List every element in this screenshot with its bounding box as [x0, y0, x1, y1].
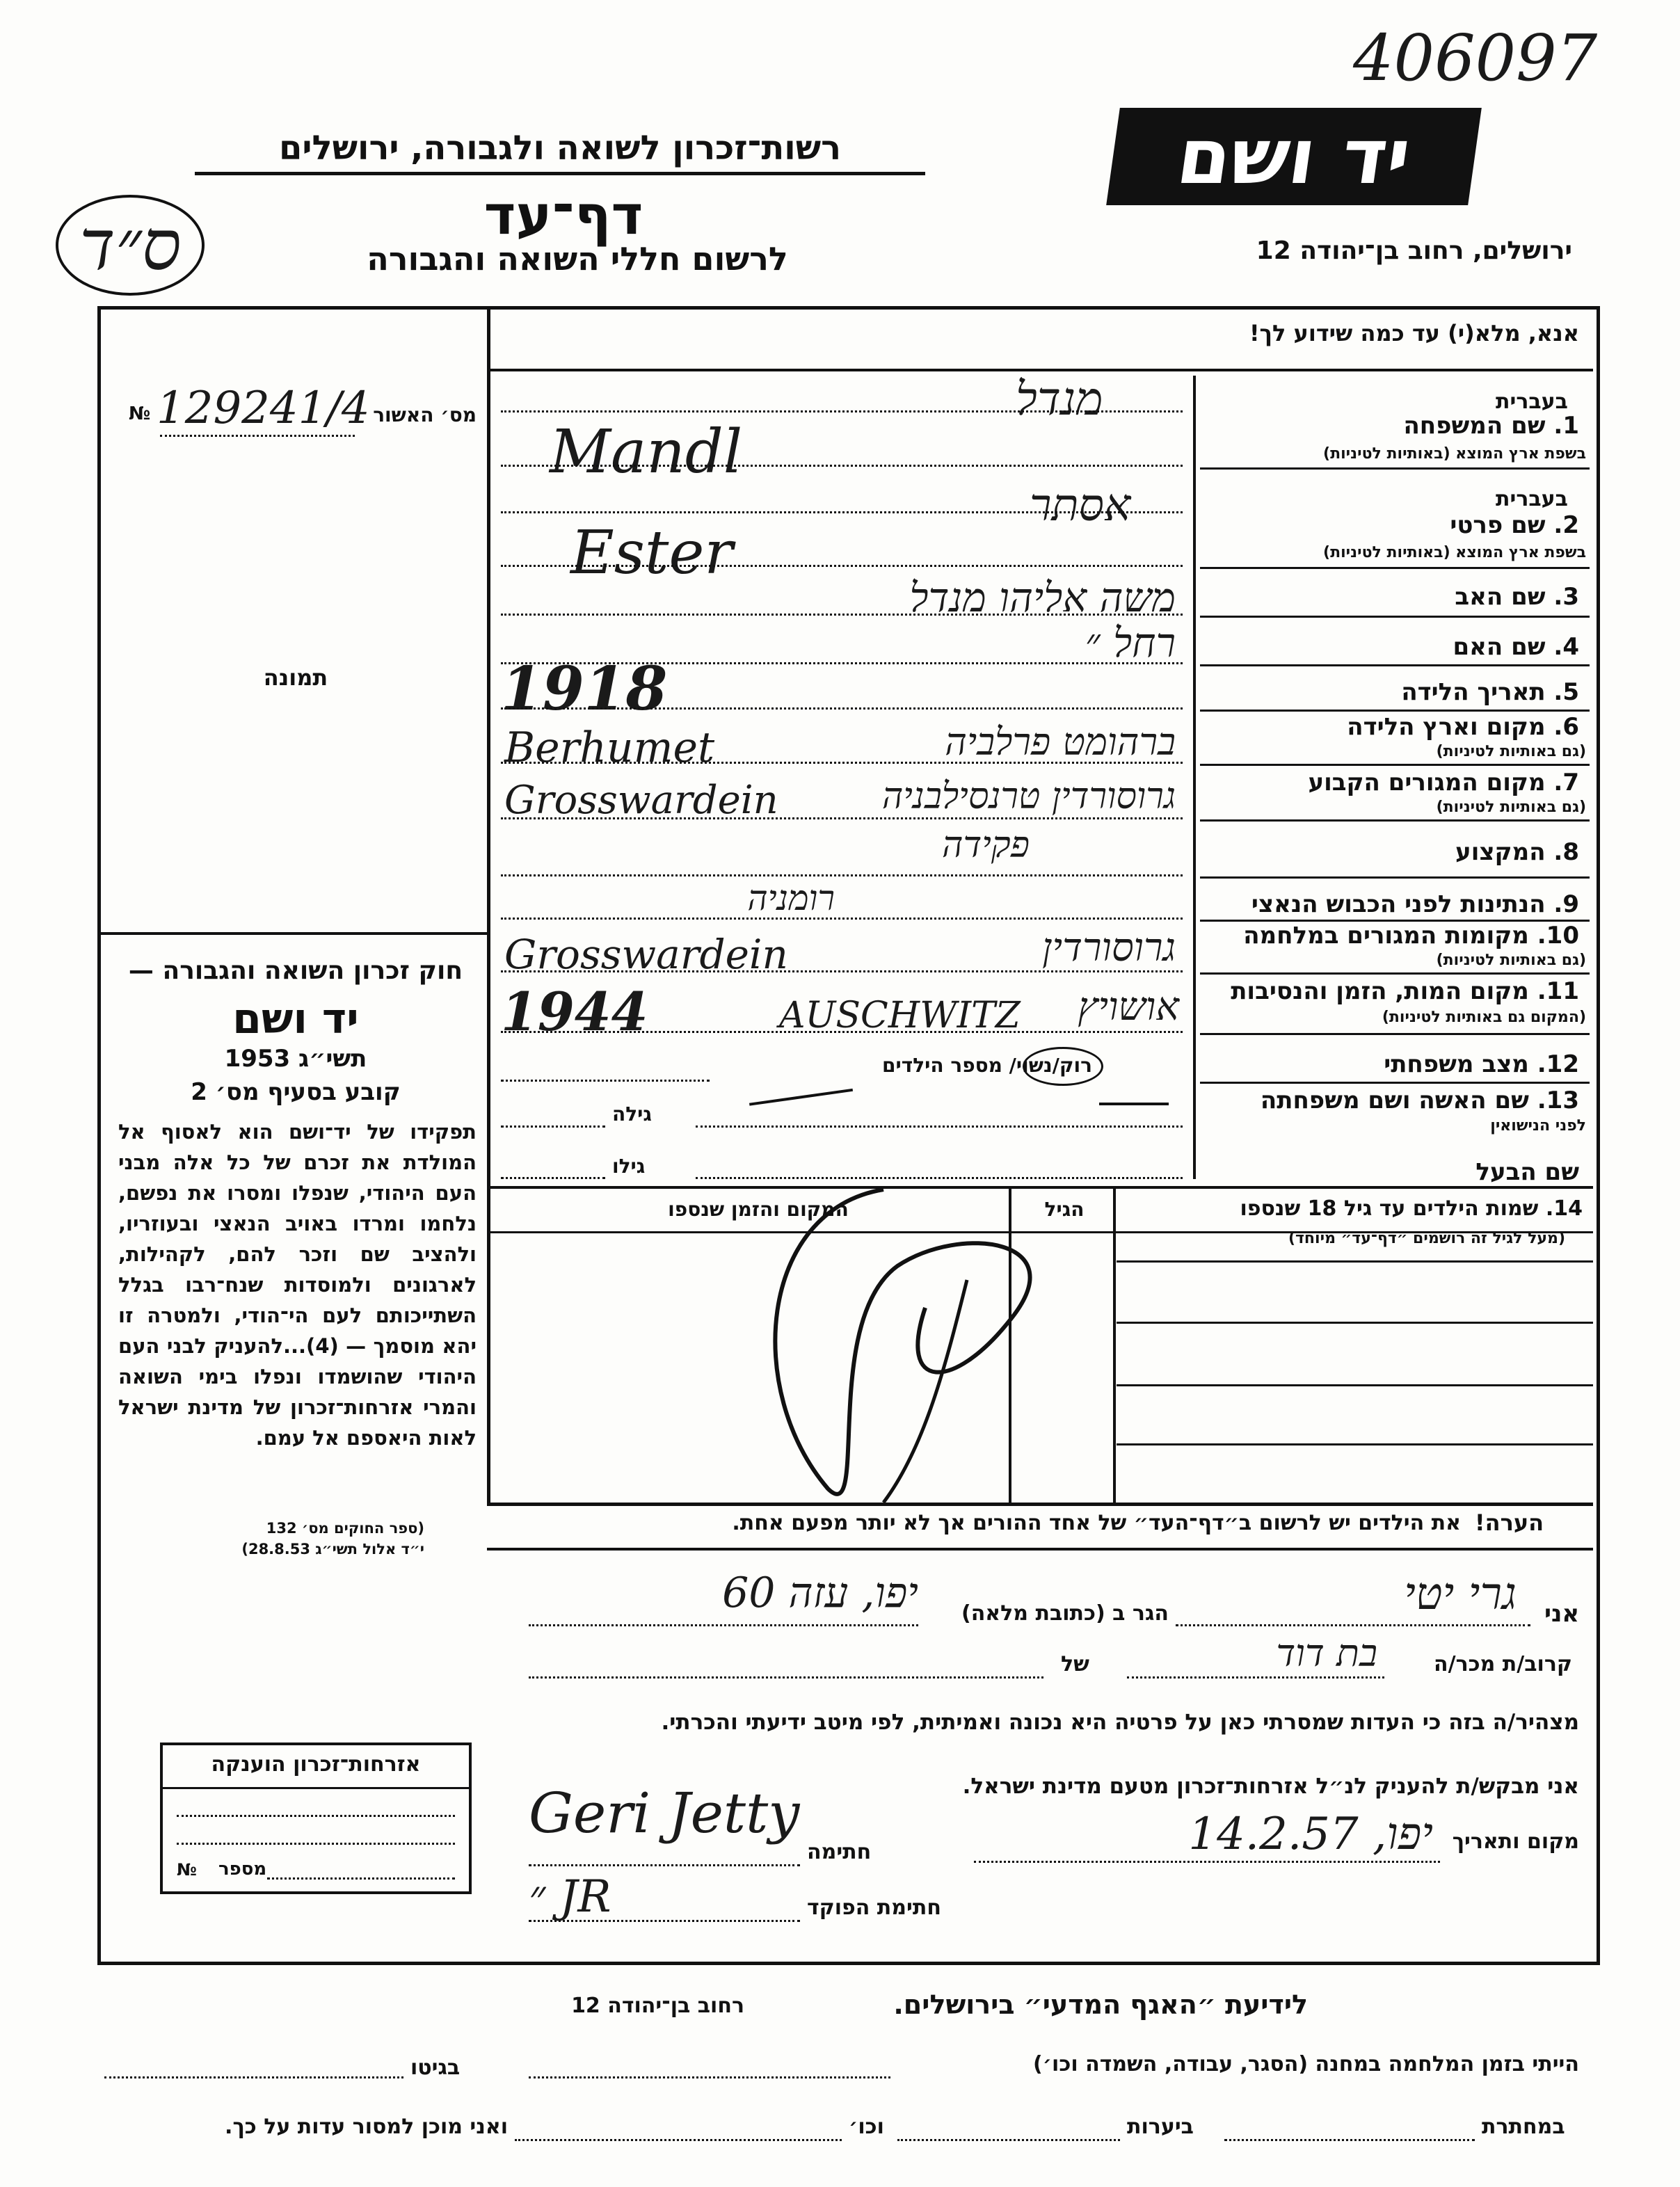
certificate-no: № — [177, 1860, 197, 1880]
law-ref-1: (ספר החוקים מס׳ 132 — [266, 1520, 424, 1537]
field-11-latin-value: AUSCHWITZ — [779, 995, 1021, 1036]
field-13-sub: לפני הנישואין — [1490, 1117, 1586, 1135]
certificate-number-label: מספר — [218, 1859, 267, 1880]
field-7-label — [1203, 769, 1579, 796]
declaration-i: אני — [1544, 1600, 1580, 1628]
lang-hebrew-2: בעברית — [1496, 487, 1568, 511]
declaration-request: אני מבקש/ת להעניק לנ״ל אזרחות־זכרון מטעם מדינת ישראל. — [962, 1774, 1579, 1799]
field-2-sub: בשפת ארץ המוצא (באותיות לטיניות) — [1323, 544, 1586, 561]
instruction-text: אנא, מלא(י) עד כמה שידוע לך! — [1249, 320, 1579, 346]
declaration-name-value: גרי יטי — [1404, 1569, 1517, 1620]
officer-label: חתימת הפוקד — [807, 1896, 941, 1920]
archive-number: 406097 — [1353, 21, 1598, 95]
field-7-value: גרוסורדין טרנסילבניה — [881, 776, 1176, 817]
field-9-name: הנתינות לפני הכבוש הנאצי — [1251, 890, 1546, 918]
field-8-label — [1203, 838, 1579, 866]
field-8-num: 8. — [1553, 838, 1579, 866]
field-11-sub: (המקום גם באותיות לטיניות) — [1382, 1009, 1586, 1026]
place-date-value: יפו, 14.2.57 — [1188, 1809, 1433, 1860]
field-6-num: 6. — [1553, 713, 1579, 741]
place-date-label: מקום ותאריך — [1452, 1829, 1579, 1854]
field-10-num: 10. — [1537, 922, 1579, 950]
field-12-num: 12. — [1537, 1050, 1579, 1078]
note-text: את הילדים יש לרשום ב״דף־העד״ של אחד ההורים אך לא יותר מפעם אחת. — [732, 1511, 1461, 1535]
field-3-num: 3. — [1553, 583, 1579, 611]
field-2-latin-value: Ester — [570, 518, 733, 588]
law-year: תשי״ג 1953 — [224, 1045, 367, 1073]
field-6-sub: (גם באותיות לטיניות) — [1436, 743, 1586, 760]
page-subtitle: לרשום חללי השואה והגבורה — [367, 240, 788, 278]
husband-label: שם הבעל — [1475, 1158, 1579, 1186]
field-9-label — [1203, 890, 1579, 918]
children-crossed-scribble — [717, 1183, 1078, 1516]
field-13-crossed-out-2 — [1099, 1103, 1169, 1126]
photo-label: תמונה — [263, 664, 328, 691]
children-label — [1120, 1196, 1583, 1221]
certificate-title: אזרחות־זכרון הוענקה — [211, 1752, 421, 1777]
field-4-label — [1203, 633, 1579, 661]
declaration-relative: קרוב/ת מכר/ה — [1434, 1652, 1572, 1676]
declaration-statement: מצהיר/ה בזה כי העדות שמסרתי כאן על פרטיה היא נכונה ואמיתית, לפי מיטב ידיעתי והכרתי. — [661, 1710, 1579, 1735]
lang-hebrew-1: בעברית — [1496, 390, 1568, 414]
field-5-num: 5. — [1553, 678, 1579, 706]
field-13-age-label: גילה — [612, 1103, 652, 1125]
side-mark: ס״ד — [56, 195, 205, 296]
field-8-value: פקידה — [941, 824, 1030, 866]
field-3-name: שם האב — [1455, 583, 1546, 611]
registration-value: 129241/4 — [157, 383, 370, 434]
field-11-name: מקום המות, הזמן והנסיבות — [1231, 977, 1529, 1005]
children-age-col: הגיל — [1044, 1198, 1085, 1221]
footer-ghetto: בגיטו — [410, 2056, 461, 2080]
field-3-value: משה אליהו מנדל — [909, 574, 1176, 621]
field-11-value: אושויץ — [1078, 984, 1179, 1030]
field-11-num: 11. — [1537, 977, 1579, 1005]
declaration-lives: הגר ב (כתובת מלאה) — [961, 1601, 1169, 1626]
field-7-latin-value: Grosswardein — [504, 778, 778, 823]
registration-no-symbol: № — [129, 403, 151, 424]
footer-line-1: הייתי בזמן המלחמה במחנה (הסגר, עבודה, השמדה וכו׳) — [1033, 2052, 1579, 2076]
field-2-label — [1203, 511, 1579, 539]
registration-number — [129, 383, 477, 438]
field-1-sub: בשפת ארץ המוצא (באותיות לטיניות) — [1323, 445, 1586, 463]
field-12-options: רוק/נשוי/ מספר הילדים — [882, 1054, 1092, 1077]
footer-etc: וכו׳ — [849, 2115, 884, 2139]
law-name: יד ושם — [232, 995, 359, 1043]
field-13-num: 13. — [1537, 1087, 1579, 1114]
field-7-sub: (גם באותיות לטיניות) — [1436, 799, 1586, 816]
footer-forests: ביערות — [1127, 2115, 1194, 2139]
field-7-num: 7. — [1553, 769, 1579, 796]
field-11-year-value: 1944 — [501, 981, 648, 1043]
footer-underground: במחתרת — [1482, 2115, 1565, 2139]
children-sub: (מעל לגיל זה רושמים ״דף־עד״ מיוחד) — [1288, 1230, 1565, 1247]
field-5-name: תאריך הלידה — [1401, 678, 1546, 706]
law-clause: קובע בסעיף מס׳ 2 — [191, 1078, 401, 1106]
field-1-he-value: מנדל — [1016, 372, 1103, 426]
field-6-value: ברהומט פרלביה — [945, 720, 1176, 764]
footer-heading: לידיעת ״האגף המדעי״ בירושלים. — [893, 1989, 1308, 2020]
law-heading: חוק זכרון השואה והגבורה — — [128, 956, 463, 985]
note-label: הערה! — [1475, 1509, 1544, 1536]
officer-value: ״ JR — [529, 1871, 611, 1923]
children-num: 14. — [1545, 1196, 1583, 1221]
field-9-value: רומניה — [747, 878, 835, 918]
logo-text: יד ושם — [1171, 112, 1416, 201]
husband-age-label: גילו — [612, 1155, 646, 1178]
field-12-circle-mark — [1023, 1047, 1103, 1086]
declaration-of: של — [1061, 1652, 1089, 1676]
registration-label: מס׳ האשור — [373, 403, 477, 426]
field-2-he-value: אסתר — [1030, 480, 1131, 531]
field-10-value: גרוסורדין — [1042, 925, 1176, 970]
field-4-num: 4. — [1553, 633, 1579, 661]
field-3-label — [1203, 583, 1579, 611]
field-1-name: שם המשפחה — [1403, 412, 1546, 440]
yad-vashem-logo — [1106, 108, 1482, 205]
declaration-address-value: יפו, עזה 60 — [722, 1569, 918, 1617]
field-12-label — [1203, 1050, 1579, 1078]
field-1-latin-value: Mandl — [550, 417, 743, 487]
page-title: דף־עד — [483, 184, 643, 247]
field-2-name: שם פרטי — [1450, 511, 1546, 539]
field-12-name: מצב משפחתי — [1384, 1050, 1529, 1078]
field-5-value: 1918 — [501, 654, 668, 724]
field-10-latin-value: Grosswardein — [504, 931, 788, 978]
children-title: שמות הילדים עד גיל 18 שנספו — [1240, 1196, 1539, 1221]
field-1-label — [1203, 412, 1579, 440]
field-5-label — [1203, 678, 1579, 706]
footer-ready: ואני מוכן למסור עדות על כך. — [225, 2115, 508, 2139]
field-13-name: שם האשה ושם משפחתה — [1260, 1087, 1529, 1114]
field-6-name: מקום וארץ הלידה — [1347, 713, 1546, 741]
field-7-name: מקום המגורים הקבוע — [1308, 769, 1546, 796]
field-10-sub: (גם באותיות לטיניות) — [1436, 952, 1586, 969]
field-9-num: 9. — [1553, 890, 1579, 918]
authority-name: רשות־זכרון לשואה ולגבורה, ירושלים — [195, 129, 925, 175]
field-4-name: שם האם — [1453, 633, 1546, 661]
signature-value: Geri Jetty — [529, 1781, 800, 1845]
field-6-label — [1203, 713, 1579, 741]
field-8-name: המקצוע — [1455, 838, 1546, 866]
declaration-relation-value: בת דוד — [1276, 1631, 1377, 1675]
field-10-label — [1203, 922, 1579, 950]
certificate-box — [160, 1743, 472, 1894]
field-13-label — [1203, 1087, 1579, 1114]
field-11-label — [1203, 977, 1579, 1005]
children-place-col: המקום והזמן שנספו — [668, 1198, 849, 1221]
header-address: ירושלים, רחוב בן־יהודה 12 — [1256, 237, 1572, 265]
law-text: תפקידו של יד־ושם הוא לאסוף אל המולדת את זכרם של כל אלה מבני העם היהודי, שנפלו ומסרו את נפשם, נלחמו ומרדו באויב הנאצי ובעוזריו, ולהציב שם וזכר להם, לקהילות, לארגונים ולמוסדות שנח־רבו בגלל השתייכותם לעם הי־הודי, ולמטרה זו יהא מוסמך — (4)...להעניק לבני העם היהודי שהושמדו ונפלו בימי השואה והמרי אזרחות־זכרון של מדינת ישראל לאות היאספם אל עמם. — [118, 1120, 477, 1450]
field-4-value: רחל ״ — [1085, 619, 1176, 666]
signature-label: חתימה — [807, 1840, 872, 1864]
field-2-num: 2. — [1553, 511, 1579, 539]
field-1-num: 1. — [1553, 412, 1579, 440]
law-ref-2: י״ד אלול תשי״ג 28.8.53) — [241, 1541, 424, 1557]
field-6-latin-value: Berhumet — [504, 723, 715, 772]
footer-address: רחוב בן־יהודה 12 — [571, 1994, 744, 2018]
field-10-name: מקומות המגורים במלחמה — [1243, 922, 1529, 950]
